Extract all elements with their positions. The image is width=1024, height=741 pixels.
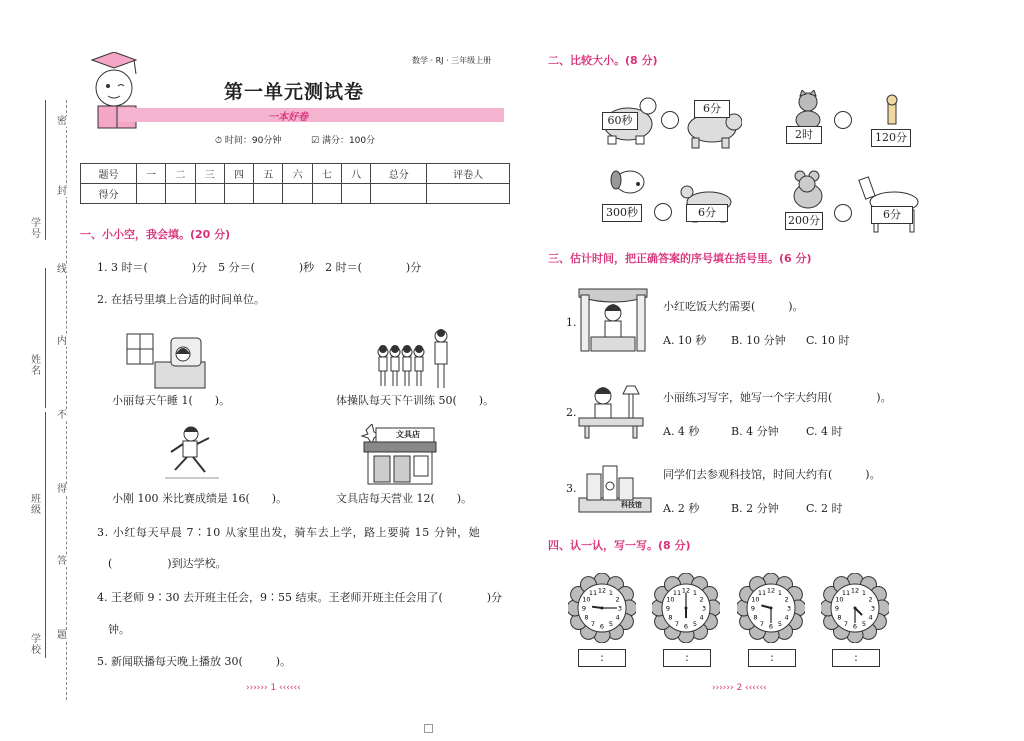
compare-right-value: 6分 — [694, 100, 730, 118]
page-title: 第一单元测试卷 — [224, 81, 365, 103]
clock-number: 4 — [784, 613, 789, 622]
clock-number: 7 — [674, 620, 680, 629]
clock-number: 3 — [701, 604, 707, 613]
shop-sign: 文具店 — [396, 430, 420, 439]
table-cell: 评卷人 — [427, 164, 510, 184]
margin-label-student-id: 学号 — [31, 218, 41, 240]
clock-number: 12 — [850, 586, 860, 595]
option-a: A. 2 秒 — [663, 502, 700, 515]
clock-number: 5 — [692, 620, 698, 629]
option-c: C. 2 时 — [806, 502, 843, 515]
score-input-cell[interactable] — [224, 184, 253, 204]
table-cell: 题号 — [81, 164, 137, 184]
clock-number: 5 — [777, 620, 783, 629]
compare-left-value: 2时 — [786, 126, 822, 144]
clock-number: 10 — [751, 595, 760, 604]
question-1: 1. 3 时＝( )分 5 分＝( )秒 2 时＝( )分 — [97, 261, 422, 274]
seal-char: 得 — [57, 484, 67, 495]
clock-number: 1 — [692, 588, 698, 597]
clock-number: 5 — [861, 620, 867, 629]
score-input-cell[interactable] — [371, 184, 427, 204]
option-a: A. 4 秒 — [663, 425, 700, 438]
table-cell: 总分 — [371, 164, 427, 184]
clock-number: 8 — [837, 613, 842, 622]
question-4-line1: 4. 王老师 9∶30 去开班主任会，9∶55 结束。王老师开班主任会用了( )分 — [97, 591, 503, 604]
title-banner-label: 一本好卷 — [268, 112, 308, 123]
seal-char: 线 — [57, 264, 67, 275]
clock-number: 10 — [666, 595, 675, 604]
clock-icon: ⏱ — [215, 136, 223, 146]
estimate-question: 小红吃饭大约需要( )。 — [663, 300, 804, 313]
compare-left-value: 60秒 — [602, 112, 638, 130]
clock-number: 1 — [777, 588, 783, 597]
score-input-cell[interactable] — [342, 184, 371, 204]
score-input-cell[interactable] — [254, 184, 283, 204]
option-b: B. 10 分钟 — [731, 334, 786, 347]
clock-number: 6 — [768, 622, 774, 631]
option-a: A. 10 秒 — [663, 334, 707, 347]
hour-hand — [592, 607, 602, 608]
compare-answer-circle[interactable] — [661, 111, 679, 129]
clock-number: 9 — [581, 604, 587, 613]
mascot-illustration — [84, 52, 154, 136]
table-cell: 一 — [136, 164, 165, 184]
section-heading-part3: 三、估计时间，把正确答案的序号填在括号里。(6 分) — [548, 252, 812, 265]
section-heading-part2: 二、比较大小。(8 分) — [548, 54, 658, 67]
clock-number: 1 — [608, 588, 614, 597]
table-cell: 三 — [195, 164, 224, 184]
clock-center — [685, 607, 688, 610]
section-heading-part1: 一、小小空，我会填。(20 分) — [80, 228, 231, 241]
title-banner-bar — [118, 108, 504, 122]
clock-number: 11 — [757, 588, 767, 597]
analog-clock — [652, 573, 720, 643]
clock-number: 6 — [599, 622, 605, 631]
girl-eating-illustration — [577, 285, 649, 361]
clock-number: 8 — [668, 613, 673, 622]
compare-right-value: 120分 — [871, 129, 911, 147]
time-answer-box[interactable]: : — [663, 649, 711, 667]
compare-right-value: 6分 — [871, 206, 913, 224]
full-score-info: ☑ 满分：100分 — [311, 136, 376, 146]
clock-number: 2 — [868, 595, 873, 604]
table-cell: 八 — [342, 164, 371, 184]
time-answer-box[interactable]: : — [832, 649, 880, 667]
clock-number: 11 — [672, 588, 682, 597]
score-input-cell[interactable] — [427, 184, 510, 204]
clock-number: 6 — [683, 622, 689, 631]
question-2c: 小刚 100 米比赛成绩是 16( )。 — [112, 492, 288, 505]
clock-number: 9 — [665, 604, 671, 613]
question-2a: 小丽每天午睡 1( )。 — [112, 394, 231, 407]
question-5: 5. 新闻联播每天晚上播放 30( )。 — [97, 655, 292, 668]
clock-number: 11 — [841, 588, 851, 597]
clock-number: 3 — [870, 604, 876, 613]
mouse-illustration — [784, 170, 828, 214]
estimate-item-number: 1. — [566, 316, 577, 329]
analog-clock — [821, 573, 889, 643]
clock-center — [601, 607, 604, 610]
clock-number: 2 — [784, 595, 789, 604]
question-2b: 体操队每天下午训练 50( )。 — [336, 394, 495, 407]
estimate-question: 同学们去参观科技馆，时间大约有( )。 — [663, 468, 881, 481]
clock-number: 4 — [699, 613, 704, 622]
score-input-cell[interactable] — [166, 184, 195, 204]
score-table-header-row — [81, 164, 510, 184]
clock-number: 8 — [753, 613, 758, 622]
subject-tag: 数学 · RJ · 三年级上册 — [412, 56, 492, 65]
clock-number: 7 — [843, 620, 849, 629]
score-input-cell[interactable] — [312, 184, 341, 204]
margin-label-name: 姓名 — [31, 355, 41, 377]
estimate-item-number: 3. — [566, 482, 577, 495]
clock-number: 12 — [766, 586, 776, 595]
seal-char: 不 — [57, 410, 67, 421]
estimate-question: 小丽练习写字，她写一个字大约用( )。 — [663, 391, 892, 404]
time-info: ⏱ 时间：90分钟 — [215, 136, 282, 146]
clock-number: 9 — [750, 604, 756, 613]
option-b: B. 2 分钟 — [731, 502, 779, 515]
table-cell: 二 — [166, 164, 195, 184]
option-c: C. 4 时 — [806, 425, 843, 438]
page-marker — [424, 724, 433, 733]
clock-center — [854, 607, 857, 610]
question-3-line2: ( )到达学校。 — [108, 557, 227, 570]
museum-sign: 科技馆 — [621, 501, 642, 509]
score-input-cell[interactable] — [136, 184, 165, 204]
section-heading-part4: 四、认一认，写一写。(8 分) — [548, 539, 691, 552]
clock-number: 3 — [617, 604, 623, 613]
seal-char: 答 — [57, 556, 67, 567]
question-4-line2: 钟。 — [108, 623, 130, 636]
clock-number: 3 — [786, 604, 792, 613]
clock-number: 2 — [615, 595, 620, 604]
question-3-line1: 3. 小红每天早晨 7∶10 从家里出发，骑车去上学，路上要骑 15 分钟，她 — [97, 526, 481, 539]
compare-right-value: 6分 — [686, 204, 728, 222]
girl-writing-illustration — [577, 380, 649, 444]
compare-answer-circle[interactable] — [654, 203, 672, 221]
score-input-cell[interactable] — [283, 184, 312, 204]
clock-number: 2 — [699, 595, 704, 604]
clock-number: 9 — [834, 604, 840, 613]
compare-answer-circle[interactable] — [834, 204, 852, 222]
page-number-1: ›››››› 1 ‹‹‹‹‹‹ — [246, 683, 301, 693]
napping-girl-illustration — [125, 332, 207, 394]
clock-number: 7 — [590, 620, 596, 629]
science-museum-illustration — [577, 462, 653, 518]
clock-number: 8 — [584, 613, 589, 622]
compare-left-value: 200分 — [785, 212, 823, 230]
clock-number: 10 — [835, 595, 844, 604]
score-table — [80, 163, 510, 204]
clock-number: 6 — [852, 622, 858, 631]
clock-number: 12 — [597, 586, 607, 595]
table-cell: 得分 — [81, 184, 137, 204]
analog-clock — [737, 573, 805, 643]
table-cell: 五 — [254, 164, 283, 184]
table-cell: 六 — [283, 164, 312, 184]
running-boy-illustration — [165, 424, 219, 486]
estimate-item-number: 2. — [566, 406, 577, 419]
seal-char: 密 — [57, 116, 67, 127]
checkbox-icon: ☑ — [311, 136, 320, 146]
time-answer-box[interactable]: : — [578, 649, 626, 667]
table-cell: 七 — [312, 164, 341, 184]
clock-number: 10 — [582, 595, 591, 604]
seal-char: 题 — [57, 630, 67, 641]
option-c: C. 10 时 — [806, 334, 850, 347]
clock-number: 1 — [861, 588, 867, 597]
seal-char: 封 — [57, 186, 67, 197]
clock-number: 4 — [868, 613, 873, 622]
margin-label-class: 班级 — [31, 494, 41, 516]
clock-number: 11 — [588, 588, 598, 597]
question-2: 2. 在括号里填上合适的时间单位。 — [97, 293, 265, 306]
seal-char: 内 — [57, 336, 67, 347]
margin-label-school: 学校 — [31, 634, 41, 656]
compare-answer-circle[interactable] — [834, 111, 852, 129]
stationery-shop-illustration — [360, 424, 440, 490]
question-2d: 文具店每天营业 12( )。 — [336, 492, 473, 505]
time-answer-box[interactable]: : — [748, 649, 796, 667]
score-input-cell[interactable] — [195, 184, 224, 204]
table-cell: 四 — [224, 164, 253, 184]
score-table-score-row — [81, 184, 510, 204]
clock-number: 7 — [759, 620, 765, 629]
clock-number: 12 — [681, 586, 691, 595]
clock-number: 4 — [615, 613, 620, 622]
analog-clock — [568, 573, 636, 643]
compare-left-value: 300秒 — [602, 204, 642, 222]
option-b: B. 4 分钟 — [731, 425, 779, 438]
clock-number: 5 — [608, 620, 614, 629]
gymnastics-team-illustration — [375, 328, 459, 394]
clock-center — [770, 607, 773, 610]
page-number-2: ›››››› 2 ‹‹‹‹‹‹ — [712, 683, 767, 693]
